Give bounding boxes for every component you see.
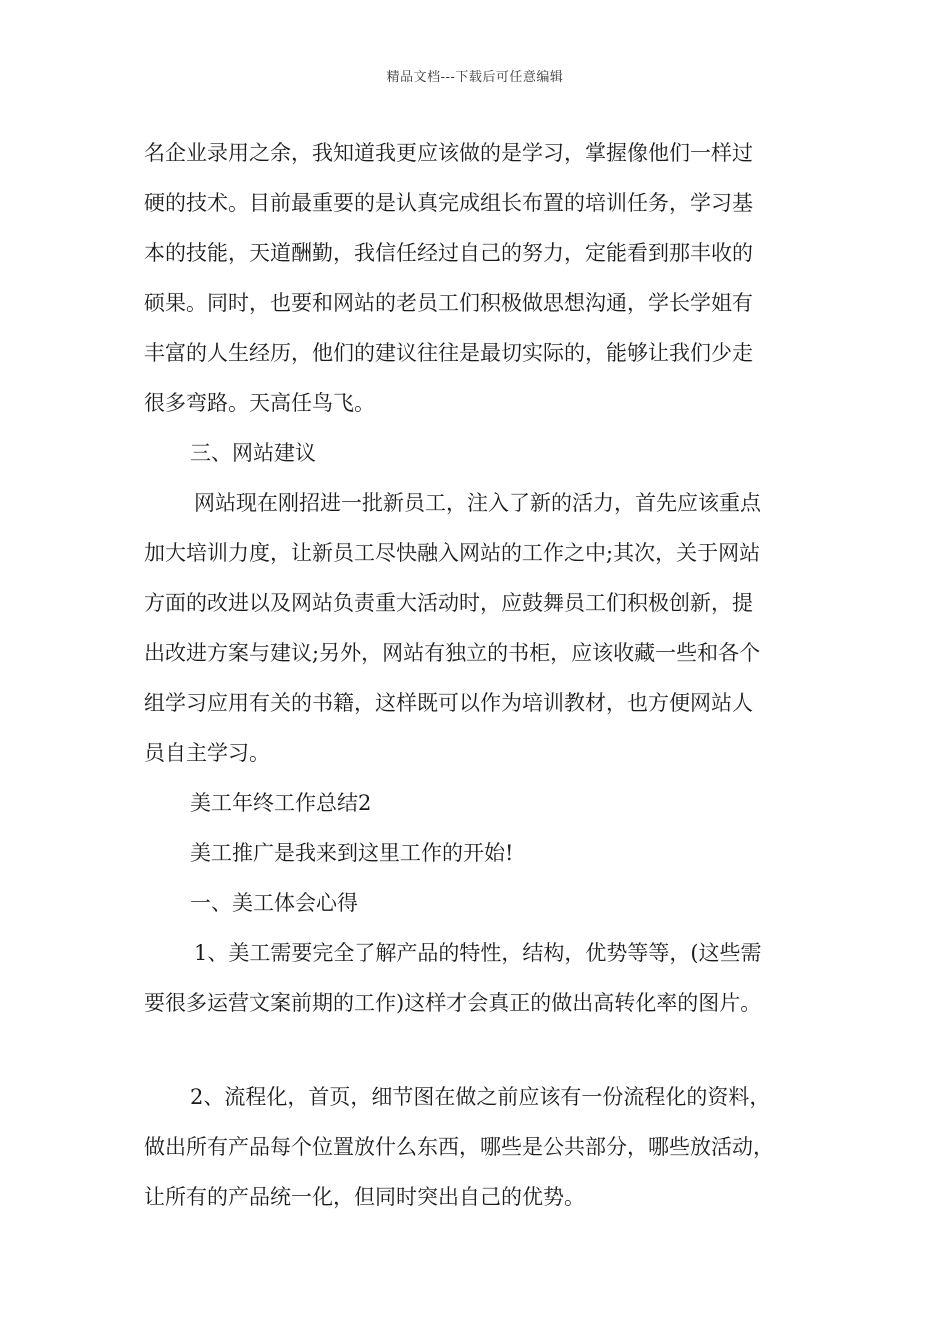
text-line: 很多弯路。天高任鸟飞。 — [144, 391, 375, 415]
text-line: 硬的技术。目前最重要的是认真完成组长布置的培训任务，学习基 — [144, 191, 753, 215]
text-line: 让所有的产品统一化，但同时突出自己的优势。 — [144, 1185, 585, 1209]
document-body — [144, 128, 814, 1222]
list-item-2 — [144, 1072, 814, 1222]
text-line: 名企业录用之余，我知道我更应该做的是学习，掌握像他们一样过 — [144, 141, 753, 165]
text-line: 2、流程化，首页，细节图在做之前应该有一份流程化的资料， — [190, 1085, 771, 1109]
text-line: 网站现在刚招进一批新员工，注入了新的活力，首先应该重点 — [194, 491, 761, 515]
text-line: 要很多运营文案前期的工作)这样才会真正的做出高转化率的图片。 — [144, 991, 762, 1015]
paragraph-study — [144, 128, 814, 428]
list-item-1 — [144, 928, 814, 1028]
text-line: 组学习应用有关的书籍，这样既可以作为培训教材，也方便网站人 — [144, 691, 753, 715]
section-heading-experience: 一、美工体会心得 — [190, 891, 358, 915]
paragraph-website-suggestions — [144, 478, 814, 778]
paragraph-gap — [144, 1028, 814, 1072]
text-line: 丰富的人生经历，他们的建议往往是最切实际的，能够让我们少走 — [144, 341, 753, 365]
page-header: 精品文档---下载后可任意编辑 — [386, 70, 564, 85]
section-heading-website-suggestions: 三、网站建议 — [190, 441, 316, 465]
text-line: 硕果。同时，也要和网站的老员工们积极做思想沟通，学长学姐有 — [144, 291, 753, 315]
text-line: 出改进方案与建议;另外，网站有独立的书柜，应该收藏一些和各个 — [144, 641, 761, 665]
intro-line: 美工推广是我来到这里工作的开始! — [190, 841, 514, 865]
text-line: 本的技能，天道酬勤，我信任经过自己的努力，定能看到那丰收的 — [144, 241, 753, 265]
text-line: 1、美工需要完全了解产品的特性，结构，优势等等，(这些需 — [194, 941, 762, 965]
text-line: 方面的改进以及网站负责重大活动时，应鼓舞员工们积极创新，提 — [144, 591, 753, 615]
text-line: 员自主学习。 — [144, 741, 270, 765]
document-title-2: 美工年终工作总结2 — [190, 791, 372, 815]
text-line: 加大培训力度，让新员工尽快融入网站的工作之中;其次，关于网站 — [144, 541, 761, 565]
text-line: 做出所有产品每个位置放什么东西，哪些是公共部分，哪些放活动， — [144, 1135, 774, 1159]
